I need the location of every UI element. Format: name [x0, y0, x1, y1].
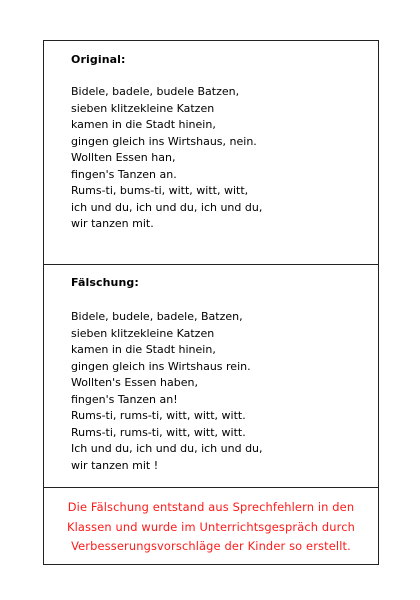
verse-line: Bidele, budele, badele, Batzen,: [71, 310, 243, 323]
verse-line: wir tanzen mit.: [71, 217, 154, 230]
verse-line: Rums-ti, bums-ti, witt, witt, witt,: [71, 184, 249, 197]
poem-card: [43, 40, 379, 565]
verse-line: kamen in die Stadt hinein,: [71, 343, 216, 356]
verse-line: gingen gleich ins Wirtshaus rein.: [71, 359, 251, 373]
note-section: [44, 488, 378, 565]
verse-line: fingen's Tanzen an.: [71, 167, 177, 181]
faelschung-verse: [71, 309, 263, 474]
verse-line: Ich und du, ich und du, ich und du,: [71, 442, 263, 455]
verse-line: wir tanzen mit !: [71, 458, 159, 472]
verse-line: Wollten Essen han,: [71, 151, 176, 164]
verse-line: ich und du, ich und du, ich und du,: [71, 200, 263, 214]
faelschung-section: [44, 265, 378, 488]
verse-line: Wollten's Essen haben,: [71, 376, 198, 389]
verse-line: Bidele, badele, budele Batzen,: [71, 85, 240, 98]
verse-line: sieben klitzekleine Katzen: [71, 101, 215, 115]
verse-line: fingen's Tanzen an!: [71, 392, 178, 406]
verse-line: Rums-ti, rums-ti, witt, witt, witt.: [71, 425, 246, 439]
original-verse: [71, 84, 262, 233]
verse-line: Rums-ti, rums-ti, witt, witt, witt.: [71, 409, 246, 422]
note-text: Die Fälschung entstand aus Sprechfehlern in den Klassen und wurde im Unterrichtsgespräch durch Verbesserungsvorschläge der Kinder so erstellt.: [66, 500, 356, 553]
verse-line: sieben klitzekleine Katzen: [71, 326, 215, 340]
original-section: [44, 41, 378, 265]
original-heading: Original:: [71, 53, 126, 66]
faelschung-heading: Fälschung:: [71, 276, 139, 289]
verse-line: kamen in die Stadt hinein,: [71, 118, 216, 131]
verse-line: gingen gleich ins Wirtshaus, nein.: [71, 134, 257, 148]
